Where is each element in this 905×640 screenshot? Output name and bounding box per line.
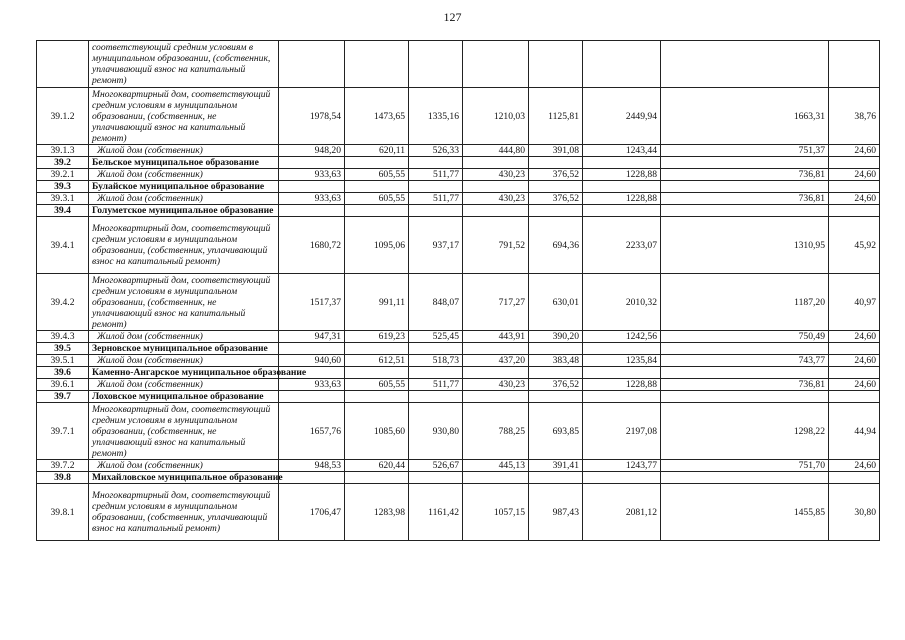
value-cell: 743,77 [661, 355, 829, 367]
table-row [37, 484, 880, 541]
empty-cell [829, 181, 880, 193]
value-cell: 376,52 [529, 169, 583, 181]
value-cell: 1657,76 [279, 403, 345, 460]
section-name: Бельское муниципальное образование [89, 157, 279, 169]
value-cell: 751,37 [661, 145, 829, 157]
row-code: 39.4.1 [37, 217, 89, 274]
empty-cell [345, 205, 409, 217]
empty-cell [409, 157, 463, 169]
value-cell: 848,07 [409, 274, 463, 331]
empty-cell [345, 391, 409, 403]
section-code: 39.8 [37, 472, 89, 484]
value-cell [463, 41, 529, 88]
value-cell [529, 41, 583, 88]
value-cell: 2233,07 [583, 217, 661, 274]
value-cell [661, 41, 829, 88]
empty-cell [409, 472, 463, 484]
value-cell: 1706,47 [279, 484, 345, 541]
value-cell: 526,67 [409, 460, 463, 472]
empty-cell [345, 472, 409, 484]
value-cell: 44,94 [829, 403, 880, 460]
table-row [37, 403, 880, 460]
value-cell: 24,60 [829, 379, 880, 391]
row-code: 39.5.1 [37, 355, 89, 367]
value-cell: 1057,15 [463, 484, 529, 541]
empty-cell [409, 343, 463, 355]
row-code: 39.6.1 [37, 379, 89, 391]
row-description: Многоквартирный дом, соответствующий средним условиям в муниципальном образовании, (собственник, уплачивающий взнос на капитальный ремонт) [89, 484, 279, 541]
row-code [37, 41, 89, 88]
value-cell: 1187,20 [661, 274, 829, 331]
empty-cell [829, 205, 880, 217]
row-description: Жилой дом (собственник) [89, 169, 279, 181]
value-cell: 511,77 [409, 379, 463, 391]
value-cell: 2010,32 [583, 274, 661, 331]
value-cell: 947,31 [279, 331, 345, 343]
row-description: Многоквартирный дом, соответствующий средним условиям в муниципальном образовании, (собственник, не уплачивающий взнос на капитальный ремонт) [89, 274, 279, 331]
empty-cell [661, 343, 829, 355]
value-cell: 430,23 [463, 193, 529, 205]
value-cell: 736,81 [661, 379, 829, 391]
section-row [37, 181, 880, 193]
value-cell: 1283,98 [345, 484, 409, 541]
empty-cell [583, 205, 661, 217]
value-cell: 24,60 [829, 355, 880, 367]
section-name: Михайловское муниципальное образование [89, 472, 279, 484]
value-cell: 1161,42 [409, 484, 463, 541]
value-cell: 390,20 [529, 331, 583, 343]
table-row [37, 355, 880, 367]
value-cell: 444,80 [463, 145, 529, 157]
value-cell: 430,23 [463, 169, 529, 181]
section-code: 39.4 [37, 205, 89, 217]
value-cell [345, 41, 409, 88]
row-description: соответствующий средним условиям в муниципальном образовании, (собственник, уплачивающий взнос на капитальный ремонт) [89, 41, 279, 88]
value-cell: 991,11 [345, 274, 409, 331]
value-cell: 933,63 [279, 379, 345, 391]
value-cell: 1228,88 [583, 379, 661, 391]
value-cell: 948,53 [279, 460, 345, 472]
value-cell: 1085,60 [345, 403, 409, 460]
table-row [37, 169, 880, 181]
value-cell: 24,60 [829, 193, 880, 205]
value-cell: 1473,65 [345, 88, 409, 145]
value-cell: 40,97 [829, 274, 880, 331]
empty-cell [279, 472, 345, 484]
value-cell: 1298,22 [661, 403, 829, 460]
empty-cell [661, 472, 829, 484]
empty-cell [661, 157, 829, 169]
table-row [37, 145, 880, 157]
empty-cell [529, 472, 583, 484]
empty-cell [463, 472, 529, 484]
section-name: Голуметское муниципальное образование [89, 205, 279, 217]
value-cell: 24,60 [829, 331, 880, 343]
value-cell: 1663,31 [661, 88, 829, 145]
row-code: 39.7.1 [37, 403, 89, 460]
section-row [37, 472, 880, 484]
section-code: 39.7 [37, 391, 89, 403]
table-row [37, 331, 880, 343]
empty-cell [463, 367, 529, 379]
value-cell: 1243,44 [583, 145, 661, 157]
empty-cell [279, 157, 345, 169]
row-description: Жилой дом (собственник) [89, 460, 279, 472]
value-cell: 1310,95 [661, 217, 829, 274]
empty-cell [529, 205, 583, 217]
section-name: Лоховское муниципальное образование [89, 391, 279, 403]
value-cell: 1455,85 [661, 484, 829, 541]
row-code: 39.4.3 [37, 331, 89, 343]
value-cell: 526,33 [409, 145, 463, 157]
section-code: 39.3 [37, 181, 89, 193]
value-cell: 437,20 [463, 355, 529, 367]
row-description: Жилой дом (собственник) [89, 331, 279, 343]
empty-cell [463, 391, 529, 403]
empty-cell [829, 391, 880, 403]
row-code: 39.8.1 [37, 484, 89, 541]
empty-cell [279, 391, 345, 403]
value-cell: 1235,84 [583, 355, 661, 367]
empty-cell [279, 205, 345, 217]
value-cell: 1978,54 [279, 88, 345, 145]
row-code: 39.4.2 [37, 274, 89, 331]
empty-cell [345, 367, 409, 379]
empty-cell [279, 181, 345, 193]
empty-cell [829, 472, 880, 484]
empty-cell [409, 181, 463, 193]
value-cell: 1242,56 [583, 331, 661, 343]
empty-cell [583, 367, 661, 379]
value-cell: 751,70 [661, 460, 829, 472]
table-row [37, 193, 880, 205]
value-cell: 1335,16 [409, 88, 463, 145]
empty-cell [463, 157, 529, 169]
value-cell: 1210,03 [463, 88, 529, 145]
tariff-table [36, 40, 880, 541]
value-cell: 1680,72 [279, 217, 345, 274]
value-cell: 511,77 [409, 169, 463, 181]
value-cell: 612,51 [345, 355, 409, 367]
section-row [37, 367, 880, 379]
empty-cell [583, 157, 661, 169]
value-cell: 717,27 [463, 274, 529, 331]
value-cell: 383,48 [529, 355, 583, 367]
empty-cell [409, 391, 463, 403]
value-cell: 1517,37 [279, 274, 345, 331]
empty-cell [583, 343, 661, 355]
value-cell: 45,92 [829, 217, 880, 274]
section-row [37, 205, 880, 217]
value-cell: 620,11 [345, 145, 409, 157]
empty-cell [409, 367, 463, 379]
section-name: Зерновское муниципальное образование [89, 343, 279, 355]
section-name: Каменно-Ангарское муниципальное образование [89, 367, 279, 379]
value-cell: 430,23 [463, 379, 529, 391]
value-cell: 2081,12 [583, 484, 661, 541]
section-code: 39.2 [37, 157, 89, 169]
value-cell: 445,13 [463, 460, 529, 472]
value-cell: 736,81 [661, 169, 829, 181]
value-cell [279, 41, 345, 88]
empty-cell [345, 181, 409, 193]
table-row [37, 274, 880, 331]
table-row [37, 217, 880, 274]
row-description: Многоквартирный дом, соответствующий средним условиям в муниципальном образовании, (собственник, не уплачивающий взнос на капитальный ремонт) [89, 88, 279, 145]
empty-cell [529, 181, 583, 193]
value-cell: 30,80 [829, 484, 880, 541]
value-cell: 630,01 [529, 274, 583, 331]
empty-cell [463, 343, 529, 355]
value-cell: 391,41 [529, 460, 583, 472]
row-code: 39.1.2 [37, 88, 89, 145]
empty-cell [661, 391, 829, 403]
empty-cell [829, 343, 880, 355]
value-cell: 940,60 [279, 355, 345, 367]
value-cell: 24,60 [829, 460, 880, 472]
section-code: 39.6 [37, 367, 89, 379]
empty-cell [529, 367, 583, 379]
section-row [37, 157, 880, 169]
row-description: Жилой дом (собственник) [89, 355, 279, 367]
empty-cell [463, 205, 529, 217]
value-cell [829, 41, 880, 88]
table-row [37, 88, 880, 145]
empty-cell [529, 157, 583, 169]
value-cell: 937,17 [409, 217, 463, 274]
value-cell: 511,77 [409, 193, 463, 205]
value-cell: 933,63 [279, 169, 345, 181]
value-cell: 24,60 [829, 169, 880, 181]
empty-cell [661, 181, 829, 193]
value-cell: 605,55 [345, 379, 409, 391]
section-row [37, 391, 880, 403]
section-code: 39.5 [37, 343, 89, 355]
empty-cell [583, 181, 661, 193]
empty-cell [583, 391, 661, 403]
value-cell: 619,23 [345, 331, 409, 343]
empty-cell [409, 205, 463, 217]
value-cell: 24,60 [829, 145, 880, 157]
empty-cell [345, 343, 409, 355]
value-cell: 2197,08 [583, 403, 661, 460]
row-description: Жилой дом (собственник) [89, 193, 279, 205]
value-cell: 791,52 [463, 217, 529, 274]
empty-cell [529, 391, 583, 403]
row-description: Многоквартирный дом, соответствующий средним условиям в муниципальном образовании, (собственник, не уплачивающий взнос на капитальный ремонт) [89, 403, 279, 460]
value-cell: 1125,81 [529, 88, 583, 145]
row-description: Жилой дом (собственник) [89, 145, 279, 157]
row-description: Многоквартирный дом, соответствующий средним условиям в муниципальном образовании, (собственник, уплачивающий взнос на капитальный ремонт) [89, 217, 279, 274]
value-cell: 525,45 [409, 331, 463, 343]
value-cell: 933,63 [279, 193, 345, 205]
value-cell: 987,43 [529, 484, 583, 541]
table-row [37, 379, 880, 391]
empty-cell [661, 205, 829, 217]
value-cell: 376,52 [529, 379, 583, 391]
value-cell: 2449,94 [583, 88, 661, 145]
value-cell: 376,52 [529, 193, 583, 205]
value-cell: 930,80 [409, 403, 463, 460]
value-cell [409, 41, 463, 88]
value-cell: 1243,77 [583, 460, 661, 472]
row-code: 39.1.3 [37, 145, 89, 157]
table-row [37, 460, 880, 472]
section-row [37, 343, 880, 355]
value-cell: 788,25 [463, 403, 529, 460]
value-cell: 605,55 [345, 193, 409, 205]
value-cell: 38,76 [829, 88, 880, 145]
empty-cell [583, 472, 661, 484]
section-name: Булайское муниципальное образование [89, 181, 279, 193]
value-cell: 443,91 [463, 331, 529, 343]
row-code: 39.3.1 [37, 193, 89, 205]
value-cell: 391,08 [529, 145, 583, 157]
value-cell: 736,81 [661, 193, 829, 205]
value-cell: 518,73 [409, 355, 463, 367]
row-code: 39.2.1 [37, 169, 89, 181]
table-row [37, 41, 880, 88]
row-description: Жилой дом (собственник) [89, 379, 279, 391]
empty-cell [829, 367, 880, 379]
value-cell: 948,20 [279, 145, 345, 157]
value-cell: 1228,88 [583, 169, 661, 181]
value-cell: 1228,88 [583, 193, 661, 205]
value-cell: 693,85 [529, 403, 583, 460]
value-cell: 694,36 [529, 217, 583, 274]
empty-cell [661, 367, 829, 379]
page-number: 127 [443, 10, 462, 24]
empty-cell [829, 157, 880, 169]
value-cell: 620,44 [345, 460, 409, 472]
value-cell: 1095,06 [345, 217, 409, 274]
empty-cell [279, 343, 345, 355]
empty-cell [345, 157, 409, 169]
value-cell: 750,49 [661, 331, 829, 343]
empty-cell [529, 343, 583, 355]
empty-cell [463, 181, 529, 193]
row-code: 39.7.2 [37, 460, 89, 472]
value-cell [583, 41, 661, 88]
value-cell: 605,55 [345, 169, 409, 181]
